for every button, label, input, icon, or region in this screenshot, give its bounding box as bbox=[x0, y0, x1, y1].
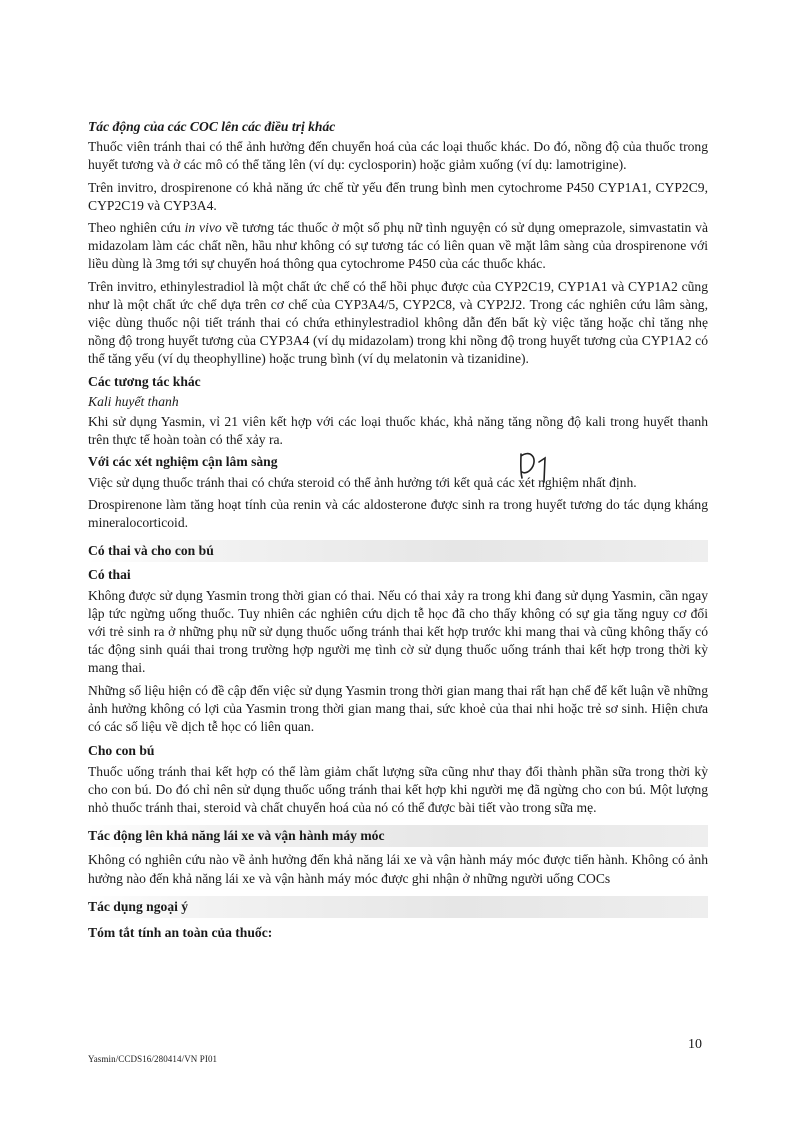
paragraph: Drospirenone làm tăng hoạt tính của renin và các aldosterone được sinh ra trong huyết tương do tác dụng kháng mineralocorticoid. bbox=[88, 496, 708, 531]
document-footer-code: Yasmin/CCDS16/280414/VN PI01 bbox=[88, 1054, 218, 1064]
paragraph-text: Theo nghiên cứu bbox=[88, 220, 185, 236]
subheading-pregnancy: Có thai bbox=[88, 567, 131, 583]
page-number: 10 bbox=[688, 1037, 702, 1052]
paragraph-text: về tương tác thuốc ở một số phụ nữ tình nguyện có sử dụng omeprazole, simvastatin và midazolam làm các chất nền, hầu như không có sự tương tác có liên quan về mặt lâm sàng của drospirenone với liều dùng là 3mg tới sự chuyển hoá thông qua cytochrome P450 của các thuốc khác. bbox=[88, 220, 708, 272]
paragraph: Khi sử dụng Yasmin, vỉ 21 viên kết hợp với các loại thuốc khác, khả năng tăng nồng độ kali trong huyết thanh trên thực tế hoàn toàn có thể xảy ra. bbox=[88, 414, 708, 448]
paragraph: Không được sử dụng Yasmin trong thời gian có thai. Nếu có thai xảy ra trong khi đang sử dụng Yasmin, cần ngay lập tức ngừng uống thuốc. Tuy nhiên các nghiên cứu dịch tễ học đã cho thấy không có sự gia tăng nguy cơ đối với trẻ sinh ra ở những phụ nữ sử dụng thuốc uống tránh thai kết hợp trước khi mang thai và cũng không thấy có tác động sinh quái thai trong trường hợp người mẹ tình cờ sử dụng thuốc uống tránh thai kết hợp trong thời kỳ mang thai. bbox=[88, 587, 708, 676]
section-heading-other-interactions: Các tương tác khác bbox=[88, 373, 201, 389]
paragraph bbox=[88, 219, 708, 274]
section-heading-pregnancy-lactation: Có thai và cho con bú bbox=[88, 540, 708, 562]
paragraph: Không có nghiên cứu nào về ảnh hưởng đến khả năng lái xe và vận hành máy móc được tiến hành. Không có ảnh hưởng nào đến khả năng lái xe và vận hành máy móc được ghi nhận ở những người uống COCs bbox=[88, 852, 708, 886]
paragraph: Trên invitro, drospirenone có khả năng ức chế từ yếu đến trung bình men cytochrome P450 CYP1A1, CYP2C9, CYP2C19 và CYP3A4. bbox=[88, 179, 708, 213]
section-heading-lab-tests: Với các xét nghiệm cận lâm sàng bbox=[88, 454, 278, 470]
section-heading-driving: Tác động lên khả năng lái xe và vận hành máy móc bbox=[88, 825, 708, 847]
paragraph: Những số liệu hiện có đề cập đến việc sử dụng Yasmin trong thời gian mang thai rất hạn chế để kết luận về những ảnh hưởng không có lợi của Yasmin trong thời gian mang thai, sức khoẻ của thai nhi hoặc trẻ sơ sinh. Hiện chưa có các số liệu về dịch tễ học có liên quan. bbox=[88, 682, 708, 735]
subheading-serum-potassium: Kali huyết thanh bbox=[88, 393, 179, 409]
paragraph: Trên invitro, ethinylestradiol là một chất ức chế có thể hồi phục được của CYP2C19, CYP1A1 và CYP1A2 cũng như là một chất ức chế dựa trên cơ chế của CYP3A4/5, CYP2C8, và CYP2J2. Trong các nghiên cứu lâm sàng, việc dùng thuốc nội tiết tránh thai có chứa ethinylestradiol không dẫn đến bất kỳ việc tăng hoặc chỉ tăng nhẹ nồng độ trong huyết tương của CYP3A4 (ví dụ midazolam) trong khi nồng độ trong huyết tương của CYP1A2 có thể tăng yếu (ví dụ theophylline) hoặc trung bình (ví dụ melatonin và tizanidine). bbox=[88, 278, 708, 367]
paragraph: Việc sử dụng thuốc tránh thai có chứa steroid có thể ảnh hưởng tới kết quả các xét nghiệm nhất định. bbox=[88, 474, 637, 490]
handwritten-initials-signature bbox=[515, 448, 555, 484]
paragraph: Thuốc viên tránh thai có thể ảnh hưởng đến chuyển hoá của các loại thuốc khác. Do đó, nồng độ của thuốc trong huyết tương và ở các mô có thể tăng lên (ví dụ: cyclosporin) hoặc giảm xuống (ví dụ: lamotrigine). bbox=[88, 139, 708, 173]
paragraph: Thuốc uống tránh thai kết hợp có thể làm giảm chất lượng sữa cũng như thay đổi thành phần sữa trong thời kỳ cho con bú. Do đó chỉ nên sử dụng thuốc uống tránh thai kết hợp khi người mẹ đã ngừng cho con bú. Một lượng nhỏ thuốc tránh thai, steroid và chất chuyển hoá của nó có thể được bài tiết vào trong sữa mẹ. bbox=[88, 763, 708, 815]
italic-term: in vivo bbox=[184, 220, 222, 236]
section-heading-side-effects: Tác dụng ngoại ý bbox=[88, 896, 708, 918]
subheading-lactation: Cho con bú bbox=[88, 743, 155, 759]
page-content bbox=[88, 118, 708, 944]
subheading-safety-summary: Tóm tắt tính an toàn của thuốc: bbox=[88, 924, 273, 940]
section-heading-coc-effects: Tác động của các COC lên các điều trị khác bbox=[88, 119, 336, 134]
